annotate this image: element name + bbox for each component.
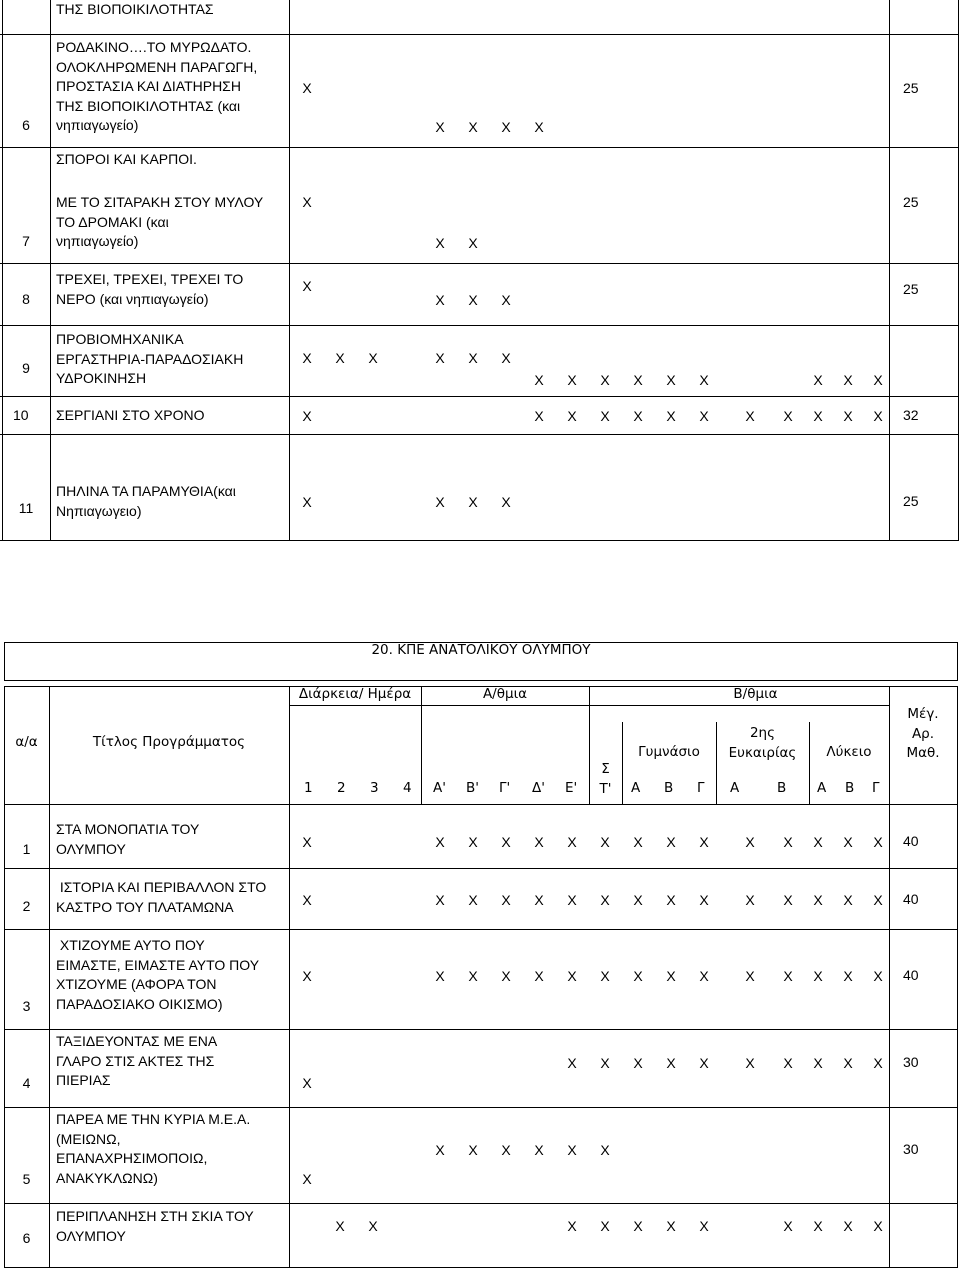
header-program-title: Τίτλος Προγράμματος (92, 734, 246, 750)
mark: Χ (534, 119, 544, 135)
mark: Χ (501, 1142, 511, 1158)
mark: Χ (302, 278, 312, 294)
max-students: 30 (903, 1141, 919, 1157)
mark: Χ (699, 834, 709, 850)
mark: Χ (335, 1218, 345, 1234)
mark: Χ (699, 1055, 709, 1071)
row-number: 9 (22, 360, 30, 376)
header-sec-grade: Α (817, 780, 827, 796)
mark: Χ (745, 1055, 755, 1071)
mark: Χ (813, 834, 823, 850)
mark: Χ (435, 119, 445, 135)
mark: Χ (699, 1218, 709, 1234)
mark: Χ (468, 235, 478, 251)
mark: Χ (843, 834, 853, 850)
header-secondary: Β/θμια (733, 686, 778, 702)
mark: Χ (813, 968, 823, 984)
mark: Χ (501, 494, 511, 510)
header-sec-grade: Α (730, 780, 740, 796)
mark: Χ (633, 408, 643, 424)
mark: Χ (843, 372, 853, 388)
mark: Χ (302, 408, 312, 424)
header-primary: Α/θμια (482, 686, 528, 702)
mark: Χ (666, 408, 676, 424)
mark: Χ (302, 350, 312, 366)
mark: Χ (600, 372, 610, 388)
header-grade: Α' (433, 780, 446, 796)
mark: Χ (567, 892, 577, 908)
mark: Χ (666, 372, 676, 388)
max-students: 40 (903, 967, 919, 983)
program-title: ΠΡΟΒΙΟΜΗΧΑΝΙΚΑ ΕΡΓΑΣΤΗΡΙΑ-ΠΑΡΑΔΟΣΙΑΚΗ ΥΔΡΟΚΙΝΗΣΗ (56, 331, 244, 386)
row-number: 2 (22, 898, 31, 914)
mark: Χ (783, 408, 793, 424)
row-number: 6 (22, 1230, 31, 1246)
row-number: 7 (22, 233, 30, 249)
header-day: 1 (304, 780, 313, 796)
mark: Χ (468, 292, 478, 308)
mark: Χ (501, 350, 511, 366)
section-title: 20. ΚΠΕ ΑΝΑΤΟΛΙΚΟΥ ΟΛΥΜΠΟΥ (371, 642, 591, 658)
mark: Χ (435, 834, 445, 850)
mark: Χ (368, 1218, 378, 1234)
header-day: 4 (403, 780, 412, 796)
mark: Χ (302, 968, 312, 984)
mark: Χ (873, 1055, 883, 1071)
header-grade: Ε' (565, 780, 578, 796)
row-number: 10 (13, 407, 29, 423)
row-number: 11 (18, 500, 34, 516)
max-students: 32 (903, 407, 919, 423)
mark: Χ (783, 1218, 793, 1234)
mark: Χ (302, 494, 312, 510)
mark: Χ (534, 968, 544, 984)
mark: Χ (699, 968, 709, 984)
mark: Χ (600, 1055, 610, 1071)
max-students: 25 (903, 493, 919, 509)
mark: Χ (745, 892, 755, 908)
program-title: ΠΕΡΙΠΛΑΝΗΣΗ ΣΤΗ ΣΚΙΑ ΤΟΥ ΟΛΥΜΠΟΥ (56, 1208, 254, 1244)
mark: Χ (745, 834, 755, 850)
mark: Χ (468, 1142, 478, 1158)
mark: Χ (600, 968, 610, 984)
mark: Χ (600, 1142, 610, 1158)
mark: Χ (783, 1055, 793, 1071)
mark: Χ (873, 968, 883, 984)
mark: Χ (666, 1218, 676, 1234)
max-students: 25 (903, 281, 919, 297)
mark: Χ (813, 1218, 823, 1234)
row-number: 5 (22, 1171, 31, 1187)
row-number: 6 (22, 117, 30, 133)
mark: Χ (567, 372, 577, 388)
mark: Χ (468, 968, 478, 984)
mark: Χ (813, 408, 823, 424)
mark: Χ (600, 834, 610, 850)
mark: Χ (302, 834, 312, 850)
mark: Χ (843, 1218, 853, 1234)
mark: Χ (783, 892, 793, 908)
mark: Χ (600, 408, 610, 424)
mark: Χ (534, 408, 544, 424)
mark: Χ (813, 372, 823, 388)
mark: Χ (633, 1055, 643, 1071)
mark: Χ (843, 1055, 853, 1071)
mark: Χ (468, 892, 478, 908)
mark: Χ (534, 1142, 544, 1158)
mark: Χ (873, 372, 883, 388)
mark: Χ (567, 1055, 577, 1071)
mark: Χ (534, 372, 544, 388)
mark: Χ (435, 1142, 445, 1158)
mark: Χ (813, 1055, 823, 1071)
header-sec-grade: Β (845, 780, 855, 796)
max-students: 30 (903, 1054, 919, 1070)
mark: Χ (783, 968, 793, 984)
header-eukairias: 2ης Ευκαιρίας (728, 725, 797, 761)
mark: Χ (600, 1218, 610, 1234)
mark: Χ (435, 968, 445, 984)
header-duration: Διάρκεια/ Ημέρα (298, 686, 412, 702)
program-title: ΣΕΡΓΙΑΝΙ ΣΤΟ ΧΡΟΝΟ (56, 407, 205, 423)
header-sec-grade: Β (664, 780, 674, 796)
mark: Χ (501, 292, 511, 308)
header-sec-grade: Β (777, 780, 787, 796)
max-students: 40 (903, 891, 919, 907)
header-grade: Δ' (532, 780, 545, 796)
mark: Χ (302, 194, 312, 210)
mark: Χ (633, 834, 643, 850)
mark: Χ (699, 408, 709, 424)
max-students: 25 (903, 80, 919, 96)
mark: Χ (501, 119, 511, 135)
program-title: ΙΣΤΟΡΙΑ ΚΑΙ ΠΕΡΙΒΑΛΛΟΝ ΣΤΟ ΚΑΣΤΡΟ ΤΟΥ ΠΛΑΤΑΜΩΝΑ (56, 879, 267, 915)
mark: Χ (501, 892, 511, 908)
mark: Χ (666, 1055, 676, 1071)
mark: Χ (567, 968, 577, 984)
program-title: ΠΑΡΕΑ ΜΕ ΤΗΝ ΚΥΡΙΑ Μ.Ε.Α. (ΜΕΙΩΝΩ, ΕΠΑΝΑΧΡΗΣΙΜΟΠΟΙΩ, ΑΝΑΚΥΚΛΩΝΩ) (56, 1111, 251, 1186)
mark: Χ (435, 350, 445, 366)
mark: Χ (873, 892, 883, 908)
program-title: ΡΟΔΑΚΙΝΟ….ΤΟ ΜΥΡΩΔΑΤΟ. ΟΛΟΚΛΗΡΩΜΕΝΗ ΠΑΡΑΓΩΓΗ, ΠΡΟΣΤΑΣΙΑ ΚΑΙ ΔΙΑΤΗΡΗΣΗ ΤΗΣ ΒΙΟΠΟΙΚΙΛΟΤΗΤΑΣ (και νηπιαγωγείο) (56, 39, 258, 133)
mark: Χ (567, 1218, 577, 1234)
mark: Χ (567, 408, 577, 424)
mark: Χ (873, 1218, 883, 1234)
mark: Χ (873, 408, 883, 424)
header-gymnasio: Γυμνάσιο (638, 744, 700, 760)
mark: Χ (699, 372, 709, 388)
mark: Χ (534, 892, 544, 908)
mark: Χ (435, 235, 445, 251)
mark: Χ (666, 892, 676, 908)
mark: Χ (633, 372, 643, 388)
mark: Χ (843, 408, 853, 424)
row-number: 4 (22, 1075, 31, 1091)
mark: Χ (302, 80, 312, 96)
row-number: 1 (22, 841, 31, 857)
program-title: ΣΤΑ ΜΟΝΟΠΑΤΙΑ ΤΟΥ ΟΛΥΜΠΟΥ (56, 821, 200, 857)
max-students: 40 (903, 833, 919, 849)
header-day: 2 (337, 780, 346, 796)
mark: Χ (783, 834, 793, 850)
mark: Χ (435, 494, 445, 510)
mark: Χ (302, 1171, 312, 1187)
mark: Χ (843, 968, 853, 984)
mark: Χ (302, 1075, 312, 1091)
program-title: ΜΕ ΤΟ ΣΙΤΑΡΑΚΗ ΣΤΟΥ ΜΥΛΟΥ ΤΟ ΔΡΟΜΑΚΙ (και νηπιαγωγείο) (56, 194, 264, 249)
mark: Χ (468, 119, 478, 135)
mark: Χ (666, 968, 676, 984)
header-grade: Γ' (499, 780, 511, 796)
header-max-students: Μέγ. Αρ. Μαθ. (906, 706, 940, 761)
row-number: 8 (22, 291, 30, 307)
program-title: ΤΑΞΙΔΕΥΟΝΤΑΣ ΜΕ ΕΝΑ ΓΛΑΡΟ ΣΤΙΣ ΑΚΤΕΣ ΤΗΣ ΠΙΕΡΙΑΣ (56, 1033, 218, 1088)
mark: Χ (600, 892, 610, 908)
mark: Χ (633, 968, 643, 984)
mark: Χ (435, 292, 445, 308)
mark: Χ (873, 834, 883, 850)
header-day: 3 (370, 780, 379, 796)
row-number: 3 (22, 998, 31, 1014)
mark: Χ (468, 494, 478, 510)
mark: Χ (745, 968, 755, 984)
program-title: ΤΗΣ ΒΙΟΠΟΙΚΙΛΟΤΗΤΑΣ (56, 1, 214, 17)
max-students: 25 (903, 194, 919, 210)
mark: Χ (368, 350, 378, 366)
mark: Χ (435, 892, 445, 908)
mark: Χ (335, 350, 345, 366)
header-lykeio: Λύκειο (826, 744, 872, 760)
mark: Χ (534, 834, 544, 850)
mark: Χ (633, 1218, 643, 1234)
mark: Χ (468, 834, 478, 850)
header-sec-grade: Α (631, 780, 641, 796)
mark: Χ (699, 892, 709, 908)
header-grade: Β' (466, 780, 479, 796)
program-title: ΠΗΛΙΝΑ ΤΑ ΠΑΡΑΜΥΘΙΑ(και Νηπιαγωγειο) (56, 483, 236, 519)
mark: Χ (813, 892, 823, 908)
header-sec-grade: Γ (697, 780, 705, 796)
header-aa: α/α (15, 734, 38, 750)
program-title: ΧΤΙΖΟΥΜΕ ΑΥΤΟ ΠΟΥ ΕΙΜΑΣΤΕ, ΕΙΜΑΣΤΕ ΑΥΤΟ ΠΟΥ ΧΤΙΖΟΥΜΕ (ΑΦΟΡΑ ΤΟΝ ΠΑΡΑΔΟΣΙΑΚΟ ΟΙΚΙΣΜΟ) (56, 937, 260, 1012)
mark: Χ (501, 968, 511, 984)
mark: Χ (666, 834, 676, 850)
mark: Χ (302, 892, 312, 908)
header-grade: Σ Τ' (599, 761, 612, 797)
mark: Χ (468, 350, 478, 366)
mark: Χ (501, 834, 511, 850)
header-sec-grade: Γ (872, 780, 880, 796)
program-title: ΤΡΕΧΕΙ, ΤΡΕΧΕΙ, ΤΡΕΧΕΙ ΤΟ ΝΕΡΟ (και νηπιαγωγείο) (56, 271, 244, 307)
mark: Χ (745, 408, 755, 424)
program-title: ΣΠΟΡΟΙ ΚΑΙ ΚΑΡΠΟΙ. (56, 151, 197, 167)
mark: Χ (843, 892, 853, 908)
mark: Χ (567, 1142, 577, 1158)
mark: Χ (633, 892, 643, 908)
mark: Χ (567, 834, 577, 850)
